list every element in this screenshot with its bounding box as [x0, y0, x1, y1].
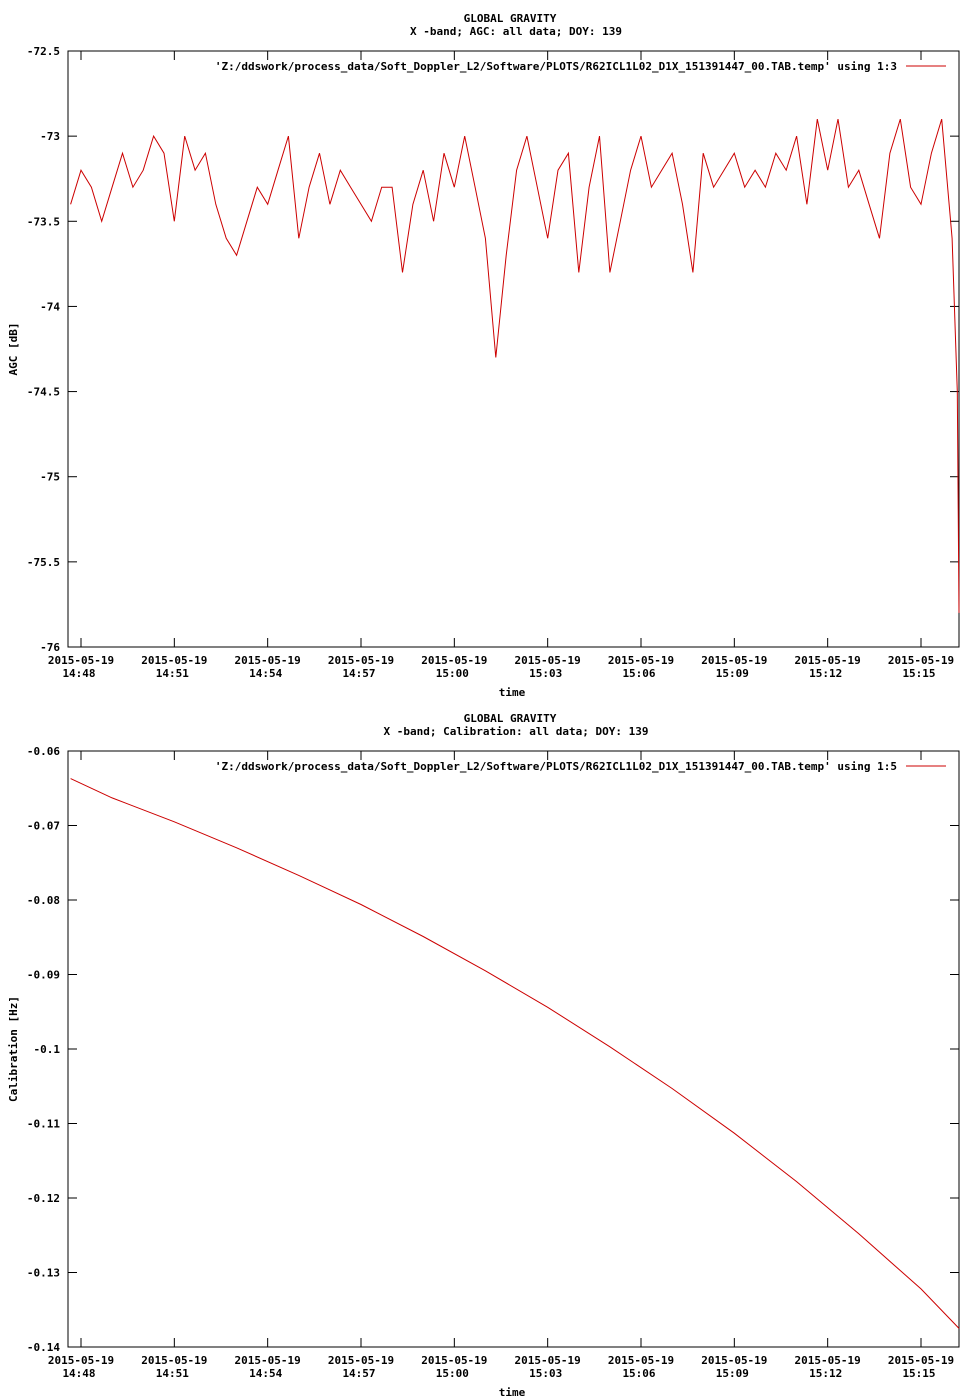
x-tick-date-label: 2015-05-19: [234, 1354, 301, 1367]
y-tick-label: -74: [40, 300, 60, 314]
x-tick-time-label: 14:51: [155, 1367, 189, 1380]
x-tick-time-label: 15:09: [715, 1367, 749, 1380]
y-tick-label: -0.11: [26, 1117, 60, 1131]
x-tick-date-label: 2015-05-19: [887, 654, 955, 667]
x-tick-time-label: 15:15: [902, 667, 936, 680]
x-tick-date-label: 2015-05-19: [701, 1354, 768, 1367]
y-tick-label: -0.08: [26, 894, 60, 907]
chart-subtitle: X -band; Calibration: all data; DOY: 139: [383, 725, 649, 738]
x-axis-label: time: [498, 686, 526, 699]
x-tick-time-label: 15:12: [809, 667, 843, 680]
y-tick-label: -0.07: [26, 819, 60, 833]
plot-frame: [68, 51, 959, 647]
y-tick-label: -0.13: [26, 1266, 60, 1280]
series-line: [71, 119, 959, 613]
x-tick-date-label: 2015-05-19: [794, 1354, 861, 1367]
y-tick-label: -73: [40, 130, 60, 144]
x-tick-date-label: 2015-05-19: [421, 1354, 488, 1367]
x-tick-date-label: 2015-05-19: [47, 1354, 115, 1367]
y-tick-label: -0.09: [26, 968, 60, 982]
x-tick-time-label: 15:00: [435, 1367, 469, 1380]
x-tick-date-label: 2015-05-19: [887, 1354, 955, 1367]
x-tick-date-label: 2015-05-19: [607, 1354, 675, 1367]
y-tick-label: -73.5: [26, 215, 60, 229]
y-tick-label: -76: [40, 641, 60, 654]
x-tick-time-label: 15:00: [435, 667, 469, 680]
x-tick-date-label: 2015-05-19: [421, 654, 488, 667]
x-tick-date-label: 2015-05-19: [514, 1354, 581, 1367]
x-tick-time-label: 14:54: [249, 1367, 283, 1380]
y-tick-label: -0.06: [26, 745, 60, 758]
y-axis-label: AGC [dB]: [7, 322, 20, 376]
x-tick-time-label: 15:06: [622, 1367, 656, 1380]
x-tick-time-label: 15:06: [622, 667, 656, 680]
x-tick-date-label: 2015-05-19: [794, 654, 861, 667]
legend-label: 'Z:/ddswork/process_data/Soft_Doppler_L2/Software/PLOTS/R62ICL1L02_D1X_151391447_00.TAB.temp' using 1:3: [214, 60, 897, 73]
x-tick-date-label: 2015-05-19: [607, 654, 675, 667]
x-tick-time-label: 15:03: [529, 667, 563, 680]
y-tick-label: -0.14: [26, 1341, 60, 1354]
y-tick-label: -75: [40, 470, 60, 484]
x-tick-time-label: 14:48: [62, 1367, 96, 1380]
x-tick-date-label: 2015-05-19: [701, 654, 768, 667]
x-axis-label: time: [498, 1386, 526, 1399]
x-tick-date-label: 2015-05-19: [327, 1354, 395, 1367]
chart-title: GLOBAL GRAVITY: [463, 712, 557, 725]
x-tick-date-label: 2015-05-19: [141, 654, 208, 667]
chart-subtitle: X -band; AGC: all data; DOY: 139: [410, 25, 622, 38]
x-tick-date-label: 2015-05-19: [47, 654, 115, 667]
x-tick-time-label: 14:57: [342, 1367, 376, 1380]
x-tick-time-label: 14:57: [342, 667, 376, 680]
y-tick-label: -0.12: [26, 1192, 60, 1205]
x-tick-time-label: 15:03: [529, 1367, 563, 1380]
legend-label: 'Z:/ddswork/process_data/Soft_Doppler_L2/Software/PLOTS/R62ICL1L02_D1X_151391447_00.TAB.temp' using 1:5: [214, 760, 897, 773]
series-line: [71, 779, 959, 1329]
y-axis-label: Calibration [Hz]: [7, 996, 20, 1102]
plot-frame: [68, 751, 959, 1347]
x-tick-date-label: 2015-05-19: [514, 654, 581, 667]
x-tick-date-label: 2015-05-19: [327, 654, 395, 667]
x-tick-time-label: 14:54: [249, 667, 283, 680]
x-tick-time-label: 14:51: [155, 667, 189, 680]
y-tick-label: -72.5: [26, 45, 60, 58]
y-tick-label: -74.5: [26, 385, 60, 399]
x-tick-time-label: 15:09: [715, 667, 749, 680]
y-tick-label: -75.5: [26, 555, 60, 569]
x-tick-date-label: 2015-05-19: [141, 1354, 208, 1367]
x-tick-time-label: 15:15: [902, 1367, 936, 1380]
y-tick-label: -0.1: [33, 1043, 60, 1056]
chart-title: GLOBAL GRAVITY: [463, 12, 557, 25]
x-tick-time-label: 14:48: [62, 667, 96, 680]
x-tick-time-label: 15:12: [809, 1367, 843, 1380]
x-tick-date-label: 2015-05-19: [234, 654, 301, 667]
